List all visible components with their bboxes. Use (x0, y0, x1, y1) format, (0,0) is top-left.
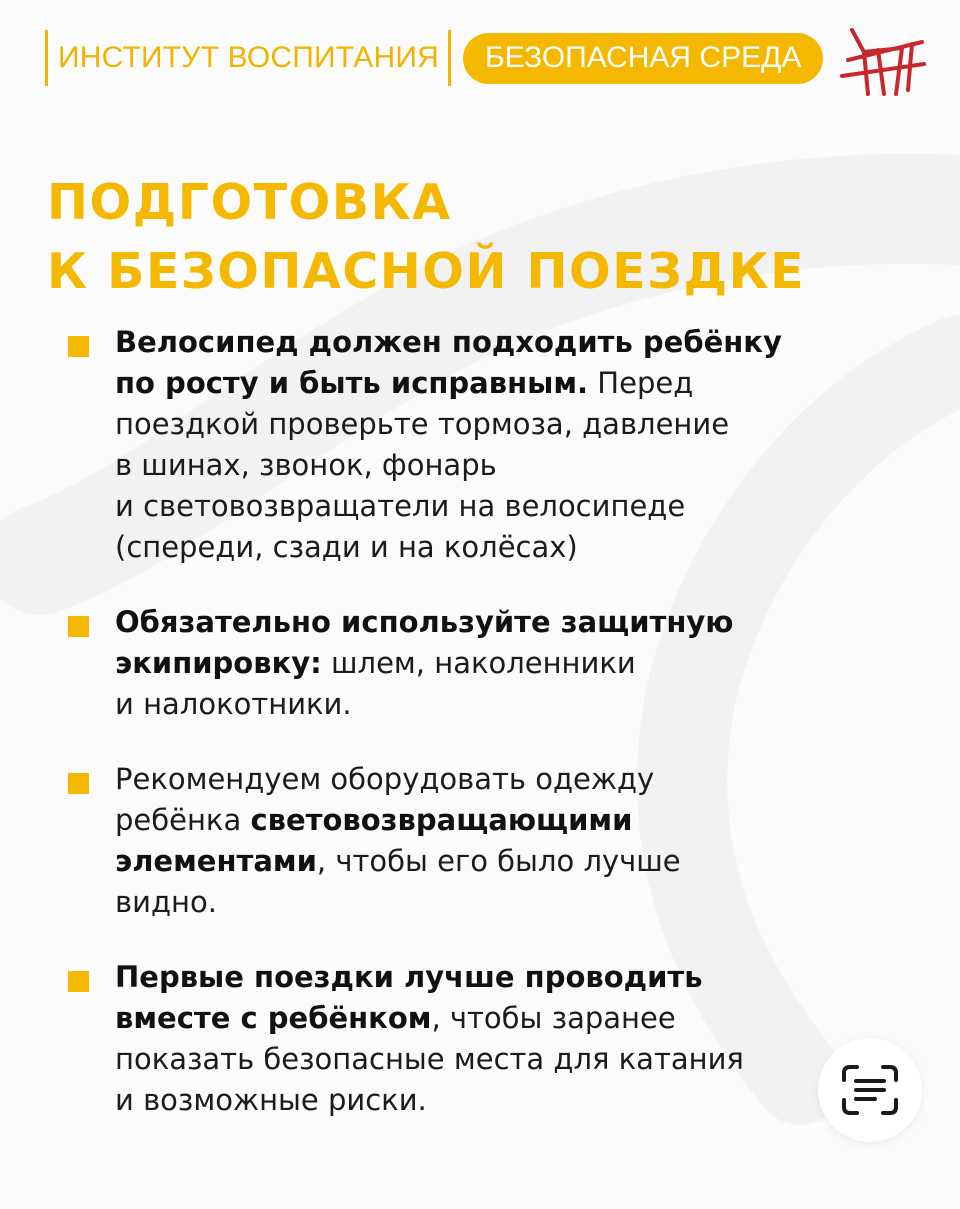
list-item (66, 602, 846, 725)
item-bold-text: световозвращающими (250, 803, 633, 837)
list-item (66, 322, 846, 568)
item-bold-text: вместе с ребёнком (115, 1001, 432, 1035)
item-text: и возможные риски. (115, 1083, 427, 1117)
item-text: , чтобы его было лучше (316, 844, 681, 878)
item-text: в шинах, звонок, фонарь (115, 448, 497, 482)
bullet-square-icon (68, 336, 89, 357)
item-bold-text: элементами (115, 844, 317, 878)
title-line: К БЕЗОПАСНОЙ ПОЕЗДКЕ (47, 243, 806, 300)
item-text: шлем, наколенники (321, 646, 636, 680)
item-bold-text: экипировку: (115, 646, 322, 680)
tips-list (66, 322, 846, 1121)
chair-logo-icon (838, 24, 928, 98)
page-title (47, 168, 805, 306)
item-text: показать безопасные места для катания (115, 1042, 744, 1076)
item-text: Рекомендуем оборудовать одежду (115, 762, 655, 796)
item-bold-text: по росту и быть исправным. (115, 366, 589, 400)
item-text: видно. (115, 885, 217, 919)
item-text: и световозвращатели на велосипеде (115, 489, 686, 523)
header-divider (448, 30, 451, 86)
item-text: и налокотники. (115, 687, 352, 721)
bullet-square-icon (68, 971, 89, 992)
topic-badge: БЕЗОПАСНАЯ СРЕДА (463, 33, 823, 84)
item-bold-text: Обязательно используйте защитную (115, 605, 734, 639)
item-text: , чтобы заранее (431, 1001, 676, 1035)
item-text: (спереди, сзади и на колёсах) (115, 530, 578, 564)
title-line: ПОДГОТОВКА (47, 174, 452, 231)
text-scan-button[interactable] (818, 1038, 922, 1142)
item-text: Перед (588, 366, 694, 400)
text-scan-icon (841, 1064, 899, 1116)
list-item (66, 957, 846, 1121)
item-bold-text: Первые поездки лучше проводить (115, 960, 703, 994)
bullet-square-icon (68, 616, 89, 637)
institute-name: ИНСТИТУТ ВОСПИТАНИЯ (58, 41, 439, 74)
item-text: ребёнка (115, 803, 251, 837)
item-bold-text: Велосипед должен подходить ребёнку (115, 325, 782, 359)
item-text: поездкой проверьте тормоза, давление (115, 407, 730, 441)
header (45, 30, 823, 86)
list-item (66, 759, 846, 923)
bullet-square-icon (68, 773, 89, 794)
